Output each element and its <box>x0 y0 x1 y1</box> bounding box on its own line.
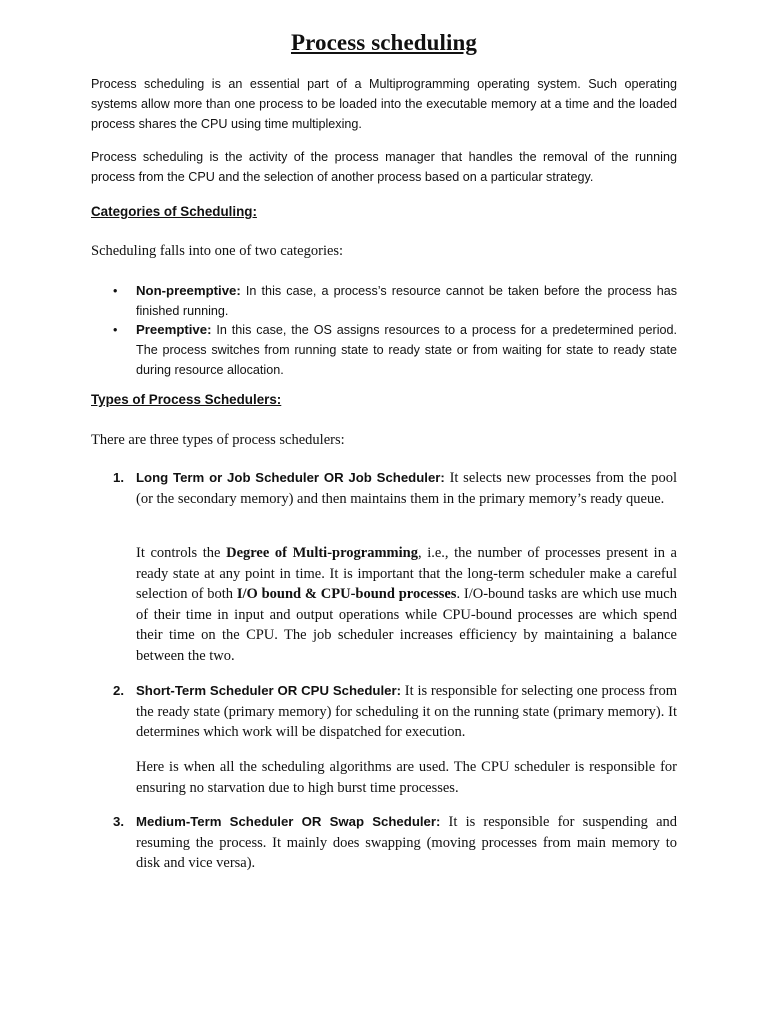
category-item-non-preemptive <box>91 281 677 321</box>
category-term: Non-preemptive: <box>136 283 241 298</box>
types-lead: There are three types of process schedulers: <box>91 432 345 448</box>
scheduler-1-detail <box>136 543 677 666</box>
scheduler-item-1 <box>91 468 677 509</box>
detail-text: , i.e., the number of processes present in a ready state at any point in time. It is important that the long-term scheduler make a careful selection of both <box>136 545 677 602</box>
detail-bold: I/O bound & CPU-bound processes <box>236 586 457 602</box>
scheduler-2-detail: Here is when all the scheduling algorithms are used. The CPU scheduler is responsible for ensuring no starvation due to high burst time processes. <box>136 759 677 796</box>
categories-heading: Categories of Scheduling: <box>91 204 257 219</box>
list-number: 3. <box>113 814 124 829</box>
category-item-preemptive <box>91 320 677 380</box>
category-text: In this case, the OS assigns resources to a process for a predetermined period. The process switches from running state to ready state or from waiting for state to ready state during resource allocation. <box>136 323 677 377</box>
scheduler-item-2 <box>91 681 677 743</box>
scheduler-text: It is responsible for selecting one process from the ready state (primary memory) for scheduling it on the running state (primary memory). It determines which work will be dispatched for execution. <box>136 683 677 740</box>
detail-bold: Degree of Multi-programming <box>226 545 418 561</box>
list-number: 2. <box>113 683 124 698</box>
scheduler-text: It selects new processes from the pool (or the secondary memory) and then maintains them in the primary memory’s ready queue. <box>136 470 677 507</box>
scheduler-text: It is responsible for suspending and resuming the process. It mainly does swapping (moving processes from main memory to disk and vice versa). <box>136 814 677 871</box>
scheduler-term: Medium-Term Scheduler OR Swap Scheduler: <box>136 814 441 829</box>
page-title: Process scheduling <box>290 30 478 55</box>
bullet-icon: • <box>113 323 118 337</box>
categories-lead: Scheduling falls into one of two categories: <box>91 243 344 259</box>
types-heading: Types of Process Schedulers: <box>91 392 282 407</box>
detail-text: It controls the <box>136 545 227 561</box>
scheduler-item-3 <box>91 812 677 874</box>
detail-text: . I/O-bound tasks are which use much of their time in input and output operations while CPU-bound processes are which spend their time on the CPU. The job scheduler increases efficiency by maintaining a balance between the two. <box>136 586 677 664</box>
list-number: 1. <box>113 470 124 485</box>
category-term: Preemptive: <box>136 322 212 337</box>
intro-paragraph-2: Process scheduling is the activity of the process manager that handles the removal of the running process from the CPU and the selection of another process based on a particular strategy. <box>91 150 677 184</box>
scheduler-term: Long Term or Job Scheduler OR Job Scheduler: <box>136 470 445 485</box>
categories-list <box>91 281 677 380</box>
category-text: In this case, a process’s resource cannot be taken before the process has finished running. <box>136 284 677 318</box>
bullet-icon: • <box>113 284 118 298</box>
scheduler-term: Short-Term Scheduler OR CPU Scheduler: <box>136 683 401 698</box>
intro-paragraph-1: Process scheduling is an essential part of a Multiprogramming operating system. Such operating systems allow more than one process to be loaded into the executable memory at a time and the loaded process shares the CPU using time multiplexing. <box>91 77 677 131</box>
